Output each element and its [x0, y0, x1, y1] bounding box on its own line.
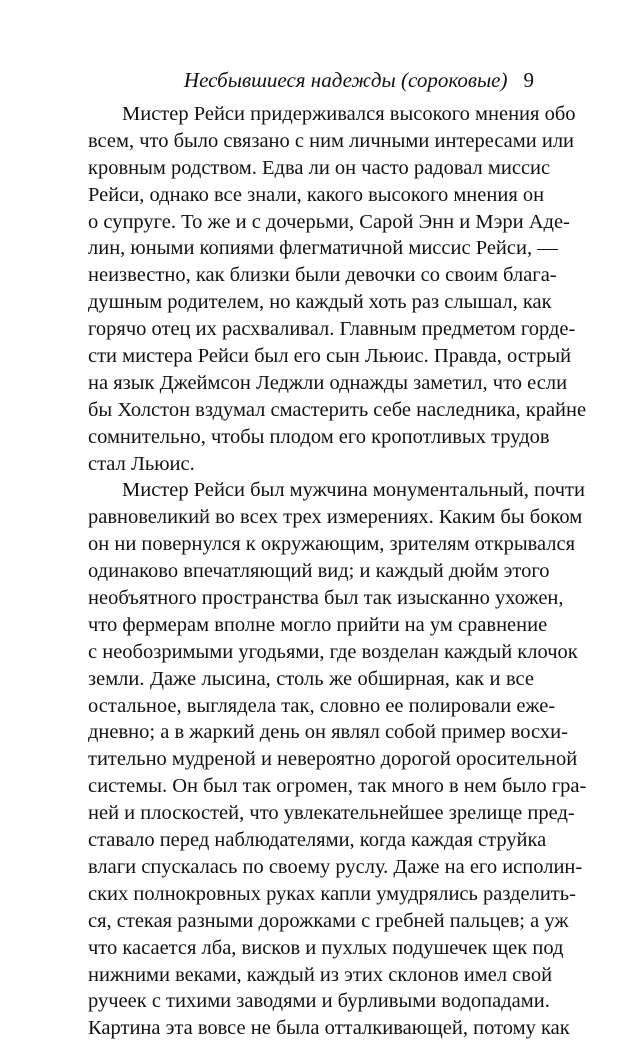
running-title: Несбывшиеся надежды (сороковые) — [183, 68, 508, 92]
page-number: 9 — [523, 68, 534, 92]
text-line: дневно; а в жаркий день он являл собой пример восхи- — [88, 721, 568, 744]
text-line: ских полнокровных руках капли умудрялись разделить- — [88, 882, 576, 905]
text-line: Мистер Рейси был мужчина монументальный, почти — [122, 479, 585, 502]
text-line: бы Холстон вздумал смастерить себе наследника, крайне — [88, 398, 587, 421]
text-line: кровным родством. Едва ли он часто радовал миссис — [88, 156, 551, 179]
text-line: лин, юными копиями флегматичной миссис Рейси, — — [88, 237, 558, 260]
text-line: необъятного пространства был так изысканно ухожен, — [88, 587, 564, 610]
text-line: о супруге. То же и с дочерьми, Сарой Энн и Мэри Аде- — [88, 210, 570, 233]
text-line: остальное, выглядела так, словно ее полировали еже- — [88, 694, 556, 717]
text-line: на язык Джеймсон Леджли однажды заметил, что если — [88, 371, 568, 394]
text-line: горячо отец их расхваливал. Главным предметом горде- — [88, 318, 576, 341]
text-line: стал Льюис. — [88, 452, 195, 475]
text-line: земли. Даже лысина, столь же обширная, как и все — [88, 667, 534, 690]
text-line: нижними веками, каждый из этих склонов имел свой — [88, 963, 553, 986]
text-line: ставало перед наблюдателями, когда каждая струйка — [88, 829, 547, 852]
text-line: неизвестно, как близки были девочки со своим блага- — [88, 264, 557, 287]
text-line: одинаково впечатляющий вид; и каждый дюйм этого — [88, 560, 550, 583]
text-line: равновеликий во всех трех измерениях. Каким бы боком — [88, 506, 583, 529]
body-text — [88, 101, 587, 1042]
text-line: с необозримыми угодьями, где возделан каждый клочок — [88, 640, 578, 663]
text-line: ручеек с тихими заводями и бурливыми водопадами. — [88, 990, 550, 1013]
running-head — [88, 66, 534, 94]
text-line: что фермерам вполне могло прийти на ум сравнение — [88, 613, 548, 636]
text-line: сти мистера Рейси был его сын Льюис. Правда, острый — [88, 345, 572, 368]
text-line: тительно мудреной и невероятно дорогой оросительной — [88, 748, 578, 771]
text-line: Рейси, однако все знали, какого высокого мнения он — [88, 183, 545, 206]
text-line: он ни повернулся к окружающим, зрителям открывался — [88, 533, 576, 556]
text-line: Картина эта вовсе не была отталкивающей, потому как — [88, 1017, 570, 1040]
text-line: всем, что было связано с ним личными интересами или — [88, 129, 575, 152]
text-line: системы. Он был так огромен, так много в нем было гра- — [88, 775, 587, 798]
text-line: что касается лба, висков и пухлых подушечек щек под — [88, 936, 564, 959]
text-line: ся, стекая разными дорожками с гребней пальцев; а уж — [88, 909, 569, 932]
text-line: влаги спускалась по своему руслу. Даже на его исполин- — [88, 855, 583, 878]
text-line: сомнительно, чтобы плодом его кропотливых трудов — [88, 425, 550, 448]
text-line: ней и плоскостей, что увлекательнейшее зрелище пред- — [88, 802, 575, 825]
text-line: Мистер Рейси придерживался высокого мнения обо — [122, 103, 576, 125]
text-line: душным родителем, но каждый хоть раз слышал, как — [88, 291, 552, 314]
